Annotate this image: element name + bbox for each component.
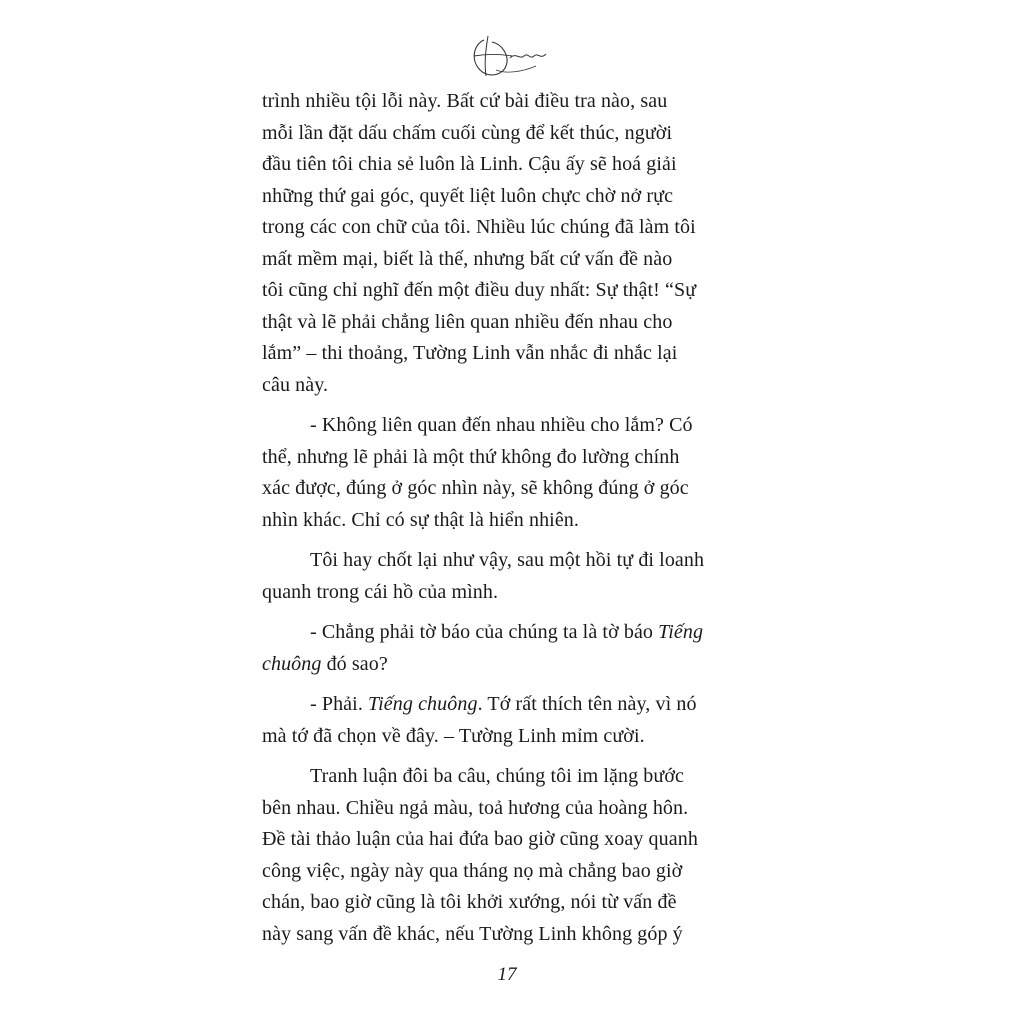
text-line: lắm” – thi thoảng, Tường Linh vẫn nhắc đi nhắc lại — [262, 342, 678, 364]
paragraph-5 — [262, 689, 782, 752]
text-line: chán, bao giờ cũng là tôi khởi xướng, nói từ vấn đề — [262, 891, 677, 913]
text-run: đó sao? — [321, 652, 388, 675]
text-line: câu này. — [262, 373, 329, 396]
text-line: Tranh luận đôi ba câu, chúng tôi im lặng bước — [310, 765, 685, 787]
page-number: 17 — [497, 964, 517, 985]
italic-title-run: Tiếng chuông — [368, 693, 478, 715]
italic-title-run: Tiếng — [658, 621, 704, 643]
text-run: - Phải. — [310, 693, 369, 715]
italic-title-run: chuông — [262, 652, 322, 675]
text-line: trong các con chữ của tôi. Nhiều lúc chúng đã làm tôi — [262, 216, 696, 238]
text-line: thật và lẽ phải chẳng liên quan nhiều đến nhau cho — [262, 310, 673, 333]
text-line: thể, nhưng lẽ phải là một thứ không đo lường chính — [262, 445, 680, 468]
body-text — [262, 86, 782, 950]
text-line: mất mềm mại, biết là thế, nhưng bất cứ vấn đề nào — [262, 247, 673, 270]
text-run: . Tớ rất thích tên này, vì nó — [477, 693, 697, 715]
text-line: những thứ gai góc, quyết liệt luôn chực chờ nở rực — [262, 184, 674, 207]
paragraph-1 — [262, 86, 782, 401]
signature-ornament-icon — [466, 30, 556, 82]
paragraph-2 — [262, 410, 782, 536]
text-line: Đề tài thảo luận của hai đứa bao giờ cũng xoay quanh — [262, 828, 698, 850]
text-line: này sang vấn đề khác, nếu Tường Linh không góp ý — [262, 922, 683, 945]
paragraph-4 — [262, 617, 782, 680]
text-line: mỗi lần đặt dấu chấm cuối cùng để kết thúc, người — [262, 121, 673, 144]
text-line: công việc, ngày này qua tháng nọ mà chẳng bao giờ — [262, 859, 683, 882]
text-line: - Không liên quan đến nhau nhiều cho lắm? Có — [310, 414, 693, 436]
text-line: xác được, đúng ở góc nhìn này, sẽ không đúng ở góc — [262, 477, 689, 499]
text-line: bên nhau. Chiều ngả màu, toả hương của hoàng hôn. — [262, 796, 689, 819]
text-line: trình nhiều tội lỗi này. Bất cứ bài điều tra nào, sau — [262, 90, 668, 112]
text-line: tôi cũng chỉ nghĩ đến một điều duy nhất: Sự thật! “Sự — [262, 279, 697, 301]
text-line: đầu tiên tôi chia sẻ luôn là Linh. Cậu ấy sẽ hoá giải — [262, 153, 677, 175]
text-line — [262, 689, 782, 721]
text-run: - Chẳng phải tờ báo của chúng ta là tờ báo — [310, 621, 659, 643]
text-line — [262, 649, 782, 681]
paragraph-3 — [262, 545, 782, 608]
text-line: mà tớ đã chọn về đây. – Tường Linh mỉm cười. — [262, 724, 645, 747]
text-line: Tôi hay chốt lại như vậy, sau một hồi tự đi loanh — [310, 549, 705, 571]
text-line: quanh trong cái hồ của mình. — [262, 580, 499, 603]
paragraph-6 — [262, 761, 782, 950]
text-line: nhìn khác. Chỉ có sự thật là hiển nhiên. — [262, 508, 579, 531]
text-line — [262, 617, 782, 649]
